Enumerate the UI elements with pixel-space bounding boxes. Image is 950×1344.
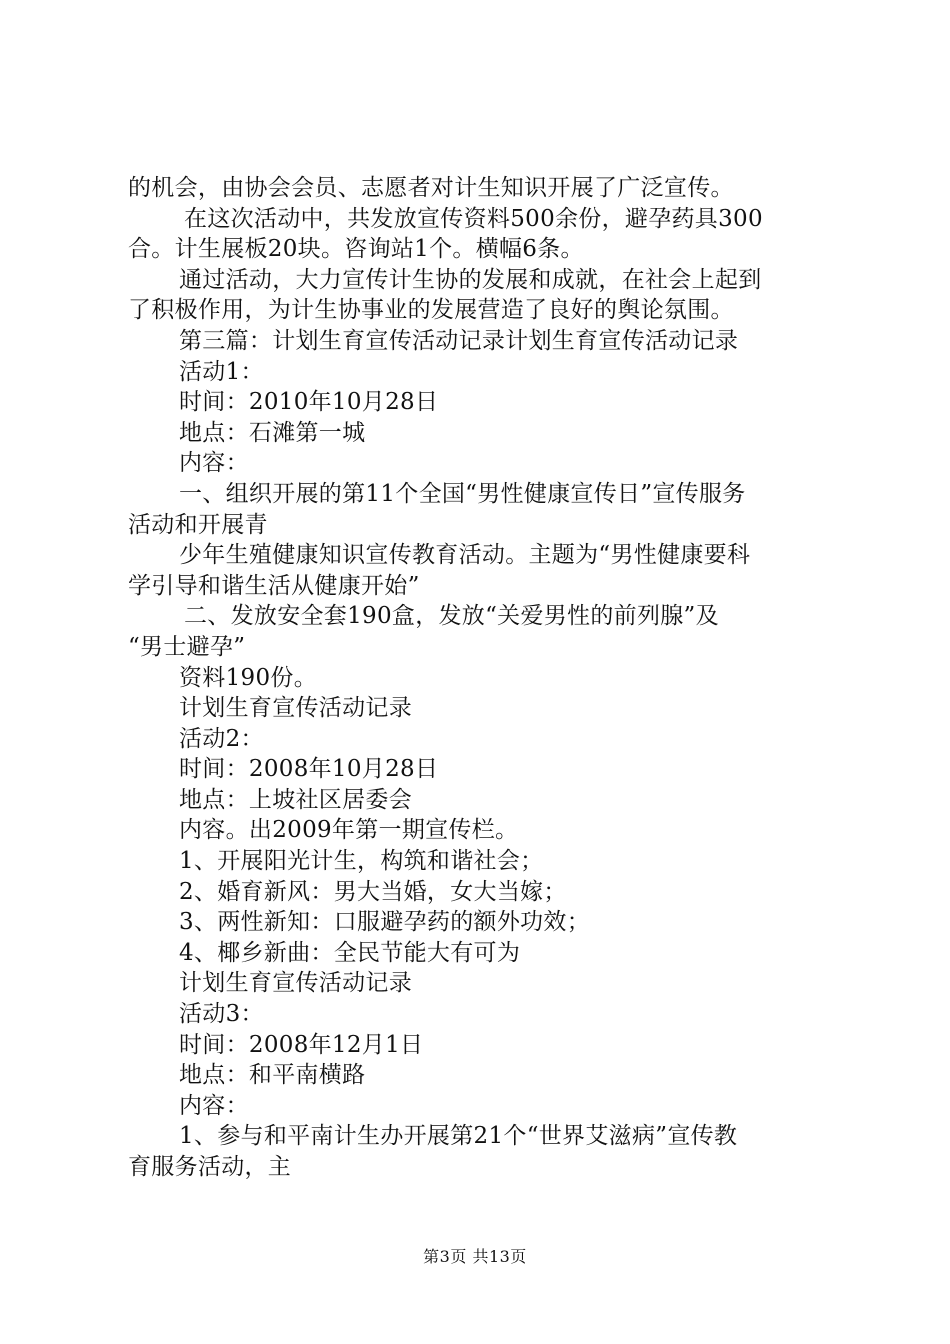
text-line: 的机会，由协会会员、志愿者对计生知识开展了广泛宣传。: [128, 175, 734, 201]
text-line: 了积极作用，为计生协事业的发展营造了良好的舆论氛围。: [128, 297, 734, 324]
text-line: 时间：2010年10月28日: [179, 389, 439, 416]
text-line: 3、两性新知：口服避孕药的额外功效；: [179, 909, 591, 936]
text-line: 学引导和谐生活从健康开始”: [128, 572, 420, 599]
text-line: 4、椰乡新曲：全民节能大有可为: [179, 939, 521, 966]
text-line: 活动1：: [179, 358, 264, 385]
text-line: 活动和开展青: [128, 511, 268, 538]
text-line: 合。计生展板20块。咨询站1个。横幅6条。: [128, 236, 584, 263]
text-line: 二、发放安全套190盒，发放“关爱男性的前列腺”及: [184, 603, 719, 630]
text-line: 地点：和平南横路: [179, 1062, 366, 1089]
text-line: 活动3：: [179, 1001, 264, 1028]
text-line: 内容。出2009年第一期宣传栏。: [179, 817, 519, 844]
text-line: 地点：石滩第一城: [179, 419, 366, 446]
text-line: 少年生殖健康知识宣传教育活动。主题为“男性健康要科: [179, 542, 751, 569]
text-line: 1、开展阳光计生，构筑和谐社会；: [179, 848, 544, 875]
text-line: 在这次活动中，共发放宣传资料500余份，避孕药具300: [184, 205, 763, 232]
text-line: 育服务活动，主: [128, 1154, 292, 1180]
text-line: “男士避孕”: [128, 633, 246, 660]
text-line: 内容：: [179, 1092, 249, 1119]
text-line: 活动2：: [179, 725, 264, 752]
text-line: 时间：2008年10月28日: [179, 756, 439, 783]
text-line: 计划生育宣传活动记录: [179, 695, 412, 722]
section-heading: 第三篇：计划生育宣传活动记录计划生育宣传活动记录: [179, 327, 739, 354]
text-line: 一、组织开展的第11个全国“男性健康宣传日”宣传服务: [179, 480, 746, 507]
text-line: 内容：: [179, 450, 249, 477]
text-line: 2、婚育新风：男大当婚，女大当嫁；: [179, 878, 567, 905]
text-line: 1、参与和平南计生办开展第21个“世界艾滋病”宣传教: [179, 1123, 738, 1150]
text-line: 资料190份。: [179, 664, 317, 691]
text-line: 计划生育宣传活动记录: [179, 970, 412, 997]
document-body: [128, 173, 838, 1183]
text-line: 地点：上坡社区居委会: [179, 786, 412, 813]
text-line: 通过活动，大力宣传计生协的发展和成就，在社会上起到: [179, 266, 762, 293]
text-line: 时间：2008年12月1日: [179, 1031, 424, 1058]
page-number-footer: 第3页 共13页: [423, 1247, 527, 1266]
